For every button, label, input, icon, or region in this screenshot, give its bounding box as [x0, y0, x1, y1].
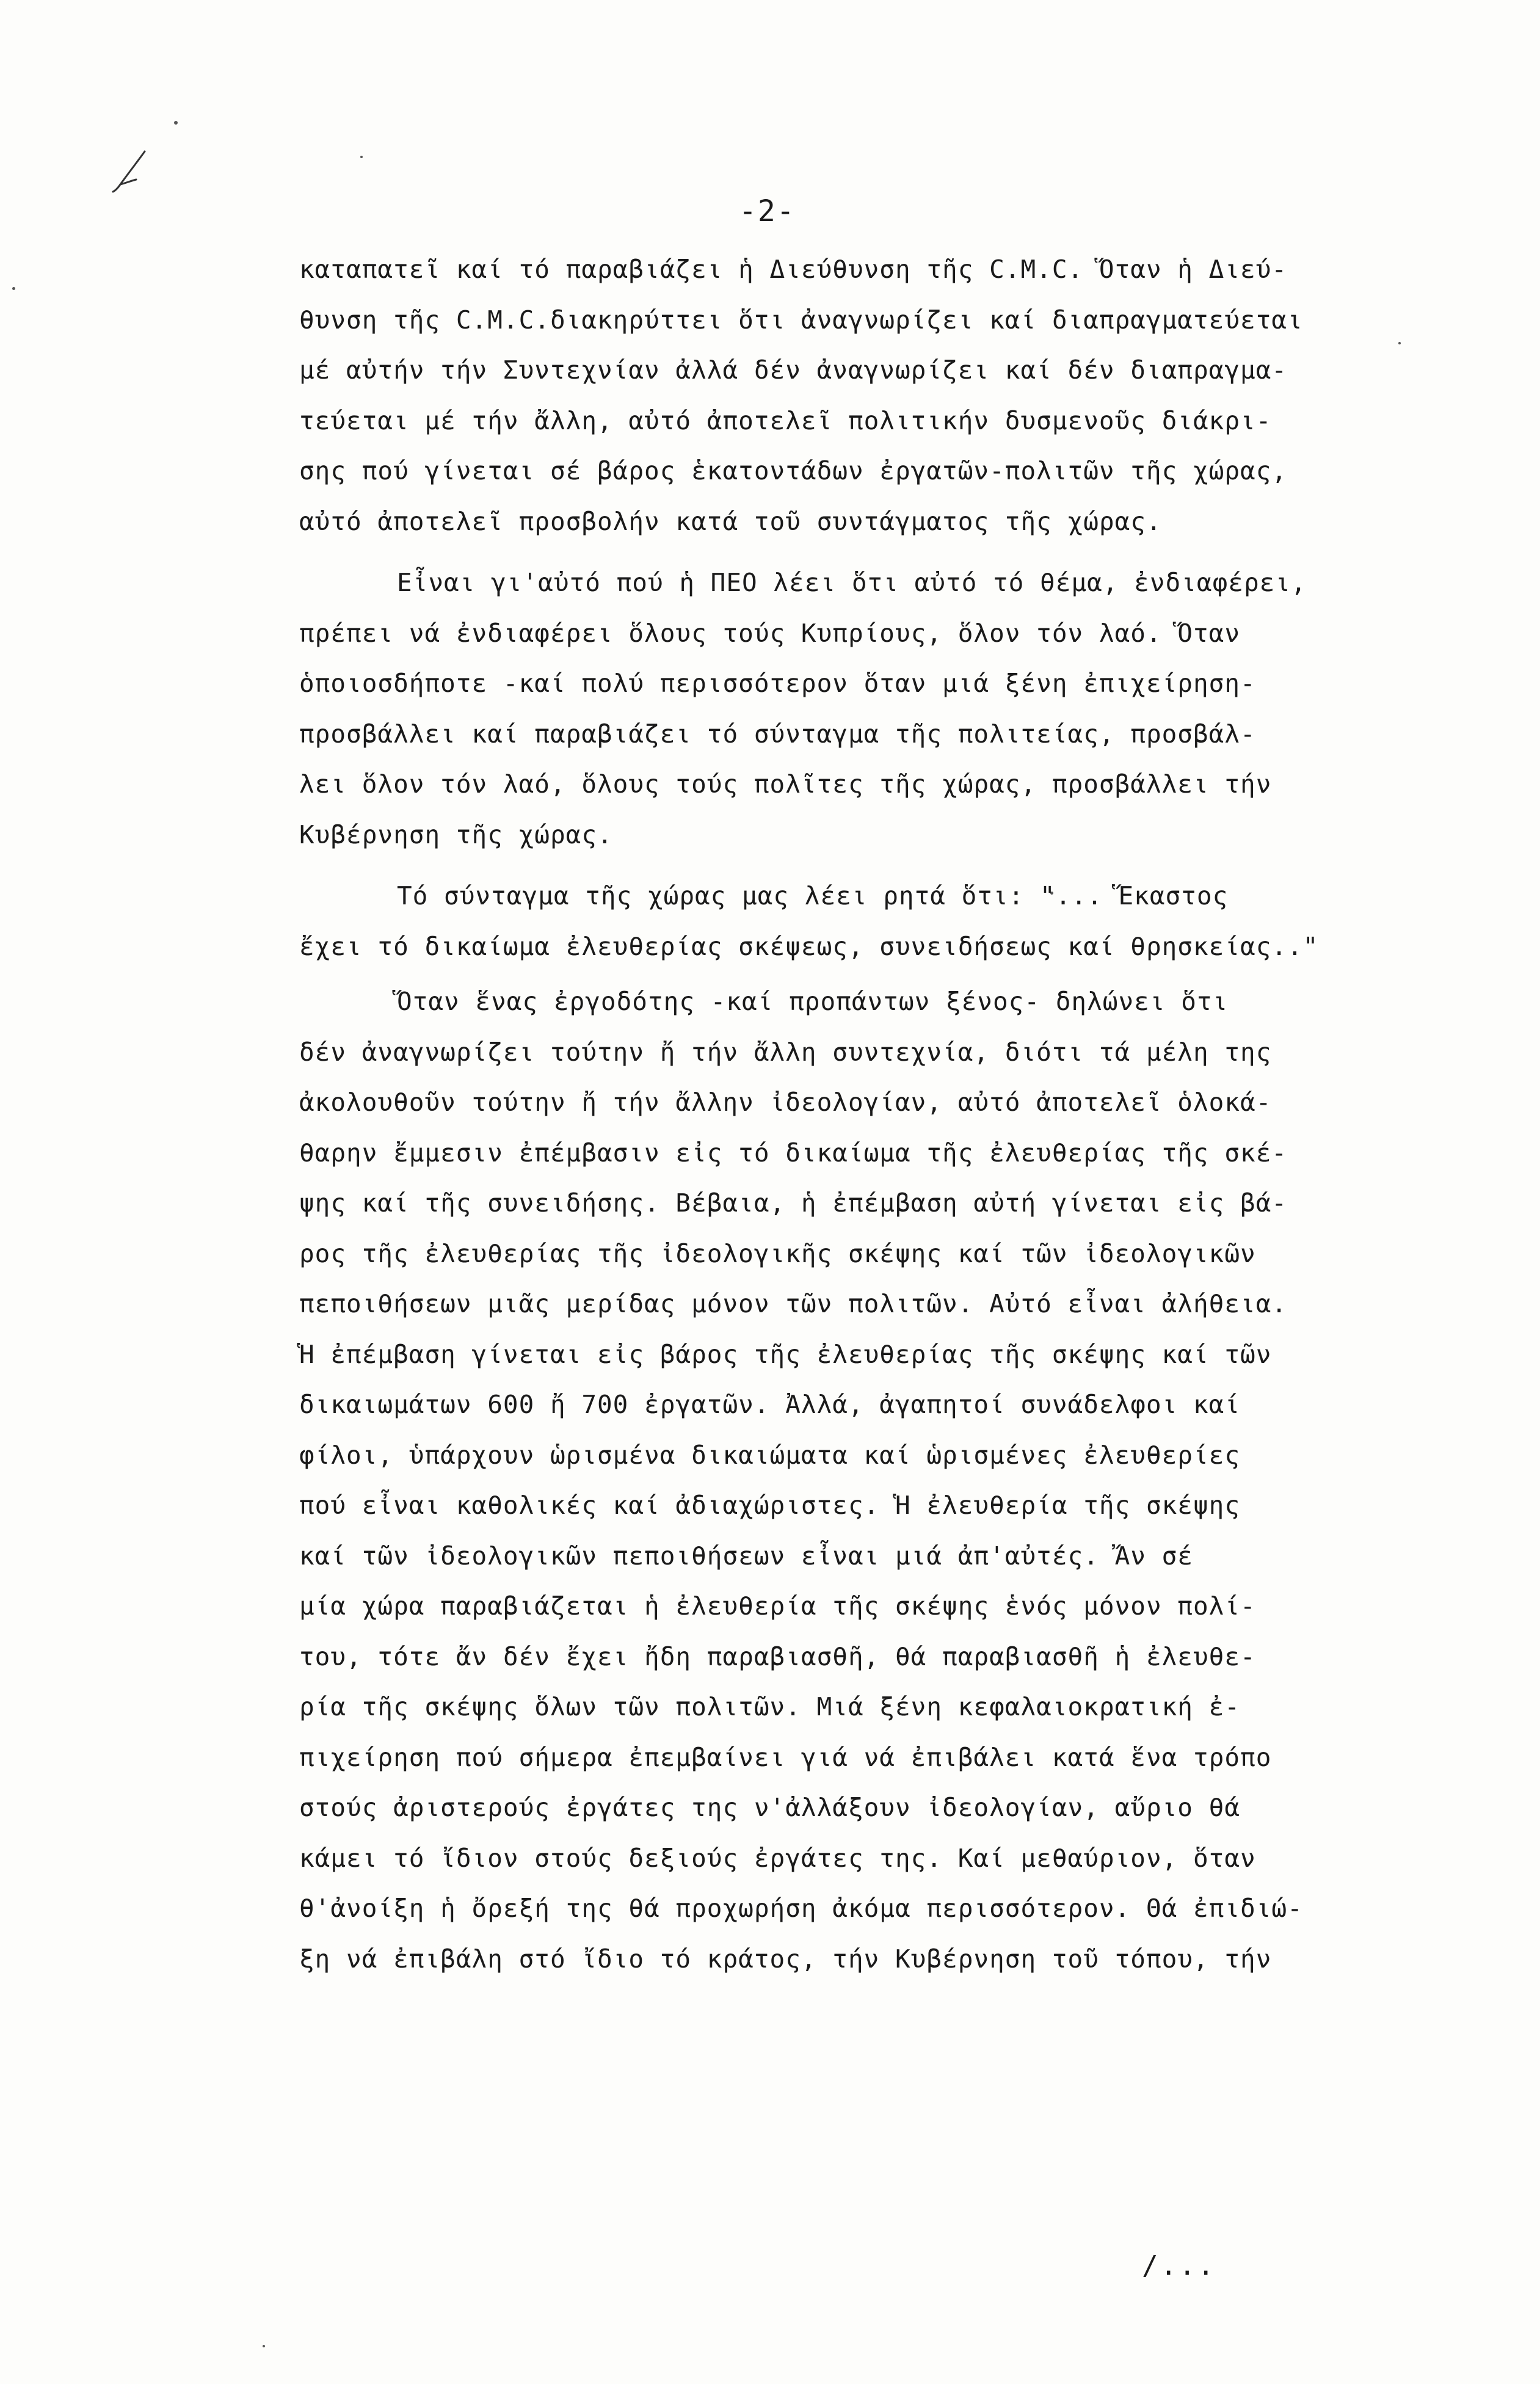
handwritten-pen-mark: [107, 147, 162, 202]
continuation-marker: /...: [1142, 2250, 1216, 2281]
text-line: θαρην ἔμμεσιν ἐπέμβασιν εἰς τό δικαίωμα τῆς ἐλευθερίας τῆς σκέ-: [299, 1138, 1288, 1168]
text-line: θ'ἀνοίξη ἡ ὄρεξή της θά προχωρήση ἀκόμα περισσότερον. Θά ἐπιδιώ-: [299, 1894, 1303, 1923]
text-line: ξη νά ἐπιβάλη στό ἴδιο τό κράτος, τήν Κυβέρνηση τοῦ τόπου, τήν: [299, 1944, 1272, 1974]
text-line: δικαιωμάτων 600 ἤ 700 ἐργατῶν. Ἀλλά, ἀγαπητοί συνάδελφοι καί: [299, 1390, 1241, 1419]
text-line: πεποιθήσεων μιᾶς μερίδας μόνον τῶν πολιτῶν. Αὐτό εἶναι ἀλήθεια.: [299, 1289, 1288, 1318]
paragraph-3: [299, 871, 1349, 972]
paragraph-2: [299, 558, 1349, 860]
text-line: πού εἶναι καθολικές καί ἀδιαχώριστες. Ἡ ἐλευθερία τῆς σκέψης: [299, 1491, 1241, 1520]
paragraph-4: [299, 976, 1349, 1984]
text-line: μία χώρα παραβιάζεται ἡ ἐλευθερία τῆς σκέψης ἑνός μόνον πολί-: [299, 1591, 1256, 1621]
text-line: καί τῶν ἰδεολογικῶν πεποιθήσεων εἶναι μιά ἀπ'αὐτές. Ἄν σέ: [299, 1541, 1193, 1571]
text-line: καταπατεῖ καί τό παραβιάζει ἡ Διεύθυνση τῆς C.M.C. Ὅταν ἡ Διεύ-: [299, 255, 1288, 284]
body-text: [299, 244, 1349, 1984]
text-line: δέν ἀναγνωρίζει τούτην ἤ τήν ἄλλη συντεχνία, διότι τά μέλη της: [299, 1037, 1272, 1067]
text-line: του, τότε ἄν δέν ἔχει ἤδη παραβιασθῆ, θά παραβιασθῆ ἡ ἐλευθε-: [299, 1641, 1256, 1671]
text-line: ρία τῆς σκέψης ὅλων τῶν πολιτῶν. Μιά ξένη κεφαλαιοκρατική ἐ-: [299, 1692, 1241, 1721]
text-line: θυνση τῆς C.M.C.διακηρύττει ὅτι ἀναγνωρίζει καί διαπραγματεύεται: [299, 305, 1303, 335]
paragraph-1: [299, 244, 1349, 547]
text-line: λει ὅλον τόν λαό, ὅλους τούς πολῖτες τῆς χώρας, προσβάλλει τήν: [299, 769, 1272, 799]
text-line: φίλοι, ὑπάρχουν ὡρισμένα δικαιώματα καί ὡρισμένες ἐλευθερίες: [299, 1440, 1241, 1470]
text-line: προσβάλλει καί παραβιάζει τό σύνταγμα τῆς πολιτείας, προσβάλ-: [299, 719, 1256, 749]
text-line: σης πού γίνεται σέ βάρος ἑκατοντάδων ἐργατῶν-πολιτῶν τῆς χώρας,: [299, 456, 1288, 485]
text-line: Κυβέρνηση τῆς χώρας.: [299, 819, 613, 849]
text-line: ὁποιοσδήποτε -καί πολύ περισσότερον ὅταν μιά ξένη ἐπιχείρηση-: [299, 669, 1256, 698]
text-line: ἀκολουθοῦν τούτην ἤ τήν ἄλλην ἰδεολογίαν, αὐτό ἀποτελεῖ ὁλοκά-: [299, 1088, 1272, 1117]
text-line: Τό σύνταγμα τῆς χώρας μας λέει ρητά ὅτι: "... Ἕκαστος: [397, 881, 1229, 910]
text-line: ψης καί τῆς συνειδήσης. Βέβαια, ἡ ἐπέμβαση αὐτή γίνεται εἰς βά-: [299, 1188, 1288, 1218]
text-line: ρος τῆς ἐλευθερίας τῆς ἰδεολογικῆς σκέψης καί τῶν ἰδεολογικῶν: [299, 1238, 1256, 1268]
text-line: κάμει τό ἴδιον στούς δεξιούς ἐργάτες της. Καί μεθαύριον, ὅταν: [299, 1843, 1256, 1873]
page-number: -2-: [739, 194, 796, 228]
text-line: πιχείρηση πού σήμερα ἐπεμβαίνει γιά νά ἐπιβάλει κατά ἕνα τρόπο: [299, 1742, 1272, 1772]
text-line: στούς ἀριστερούς ἐργάτες της ν'ἀλλάξουν ἰδεολογίαν, αὔριο θά: [299, 1793, 1241, 1822]
text-line: πρέπει νά ἐνδιαφέρει ὅλους τούς Κυπρίους, ὅλον τόν λαό. Ὅταν: [299, 618, 1241, 648]
text-line: αὐτό ἀποτελεῖ προσβολήν κατά τοῦ συντάγματος τῆς χώρας.: [299, 506, 1162, 536]
text-line: τεύεται μέ τήν ἄλλη, αὐτό ἀποτελεῖ πολιτικήν δυσμενοῦς διάκρι-: [299, 405, 1272, 435]
text-line: Ἡ ἐπέμβαση γίνεται εἰς βάρος τῆς ἐλευθερίας τῆς σκέψης καί τῶν: [299, 1339, 1272, 1369]
text-line: Ὅταν ἕνας ἐργοδότης -καί προπάντων ξένος- δηλώνει ὅτι: [397, 987, 1229, 1016]
text-line: Εἶναι γι'αὐτό πού ἡ ΠΕΟ λέει ὅτι αὐτό τό θέμα, ἐνδιαφέρει,: [397, 568, 1307, 597]
text-line: ἔχει τό δικαίωμα ἐλευθερίας σκέψεως, συνειδήσεως καί θρησκείας..": [299, 931, 1319, 961]
text-line: μέ αὐτήν τήν Συντεχνίαν ἀλλά δέν ἀναγνωρίζει καί δέν διαπραγμα-: [299, 355, 1288, 385]
